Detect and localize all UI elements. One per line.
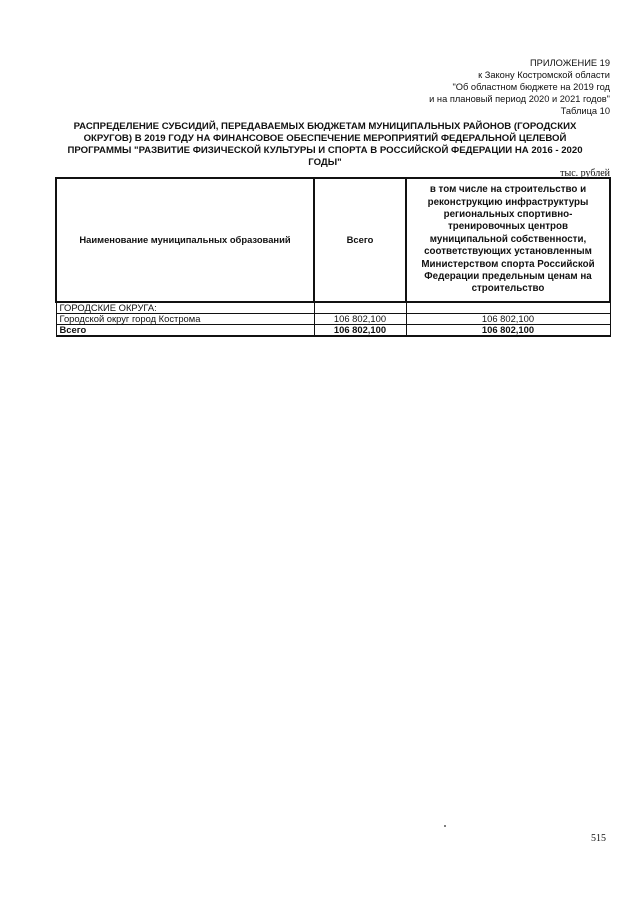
page-number: 515 [591,833,606,844]
row-total [314,302,406,314]
title-line-4: ГОДЫ" [308,157,342,168]
appendix-law-period: и на плановый период 2020 и 2021 годов" [429,94,610,104]
table-total-row [56,325,610,337]
row-including [406,302,610,314]
units-label: тыс. рублей [560,168,610,179]
table-row [56,314,610,325]
appendix-table-number: Таблица 10 [560,106,610,116]
appendix-number: ПРИЛОЖЕНИЕ 19 [530,58,610,68]
table-row [56,302,610,314]
header-municipality: Наименование муниципальных образований [56,178,314,302]
row-including: 106 802,100 [406,314,610,325]
header-total: Всего [314,178,406,302]
row-name: ГОРОДСКИЕ ОКРУГА: [56,302,314,314]
appendix-law-reference: к Закону Костромской области [478,70,610,80]
table-header-row [56,178,610,302]
scan-speck [444,825,446,827]
title-line-3: ПРОГРАММЫ "РАЗВИТИЕ ФИЗИЧЕСКОЙ КУЛЬТУРЫ И СПОРТА В РОССИЙСКОЙ ФЕДЕРАЦИИ НА 2016 - 2020 [67,145,583,156]
row-name: Городской округ город Кострома [56,314,314,325]
title-line-1: РАСПРЕДЕЛЕНИЕ СУБСИДИЙ, ПЕРЕДАВАЕМЫХ БЮДЖЕТАМ МУНИЦИПАЛЬНЫХ РАЙОНОВ (ГОРОДСКИХ [73,121,577,132]
appendix-law-title: "Об областном бюджете на 2019 год [452,82,610,92]
header-including: в том числе на строительство и реконструкцию инфраструктуры региональных спортивно-тренировочных центров муниципальной собственности, соответствующих установленным Министерством спорта Российской Федерации предельным ценам на строительство [406,178,610,302]
total-row-including: 106 802,100 [406,325,610,337]
total-row-total: 106 802,100 [314,325,406,337]
appendix-header [429,57,610,117]
document-title [60,121,590,169]
total-row-label: Всего [56,325,314,337]
title-line-2: ОКРУГОВ) В 2019 ГОДУ НА ФИНАНСОВОЕ ОБЕСПЕЧЕНИЕ МЕРОПРИЯТИЙ ФЕДЕРАЛЬНОЙ ЦЕЛЕВОЙ [83,133,567,144]
row-total: 106 802,100 [314,314,406,325]
subsidy-table [55,177,611,337]
